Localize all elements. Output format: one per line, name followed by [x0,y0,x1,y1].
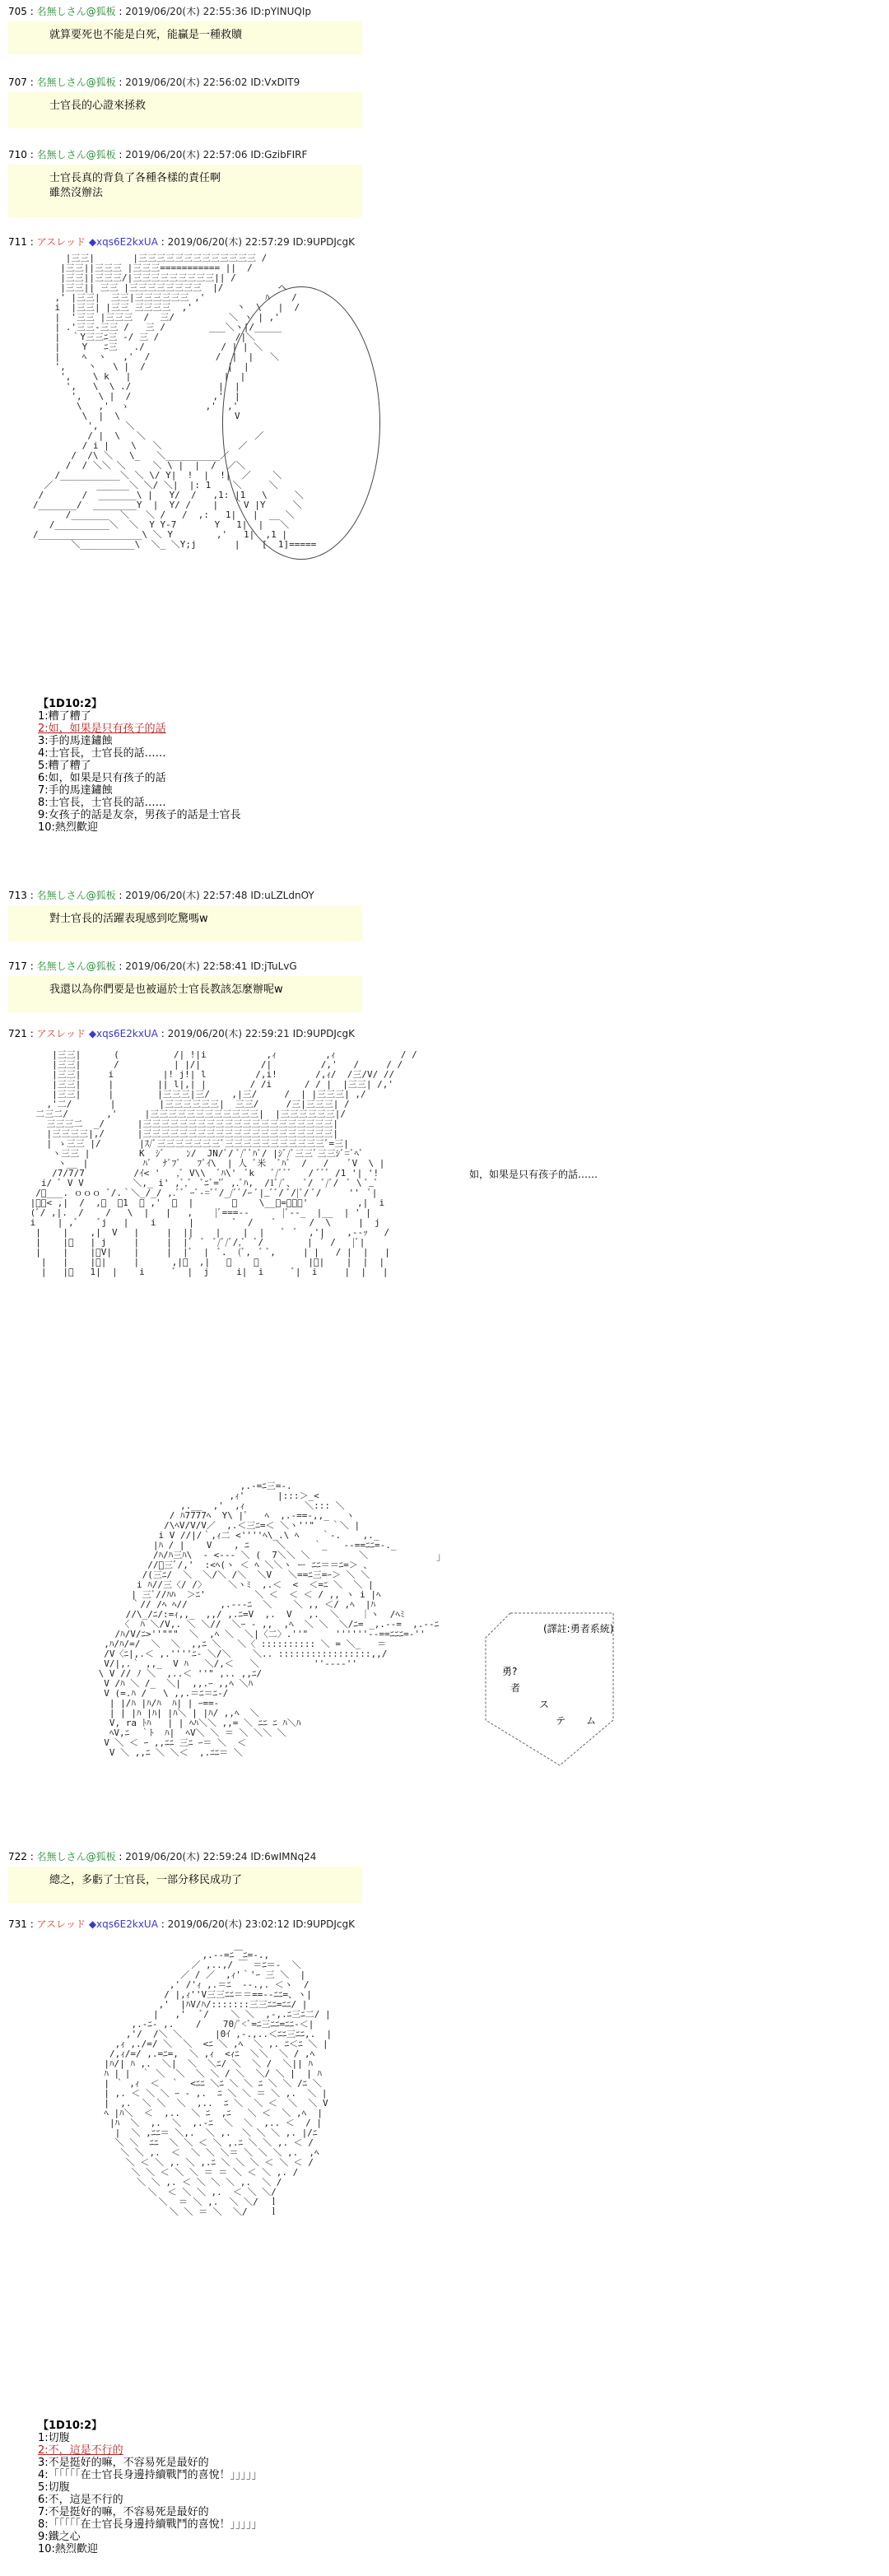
speech-text: 如，如果是只有孩子的話…… [469,1169,598,1180]
dice-title: 【1D10:2】 [38,698,103,710]
post-number[interactable]: 713 [8,890,27,901]
post-number[interactable]: 717 [8,960,27,972]
post-body [8,1867,362,1903]
post-header: 705 : 名無しさん@狐板 : 2019/06/20(木) 22:55:36 ID:pYINUQIp [8,6,312,17]
poster-name: 名無しさん@狐板 [36,960,116,972]
post-text: 總之，多虧了士官長，一部分移民成功了 [49,1874,243,1886]
poster-name: 名無しさん@狐板 [36,890,116,901]
kanji-label: 勇? [502,1666,518,1677]
post-text: 對士官長的活躍表現感到吃驚嗎w [49,913,208,925]
shield-drawing [477,1605,617,1769]
post-header: 731 : アスレッド ◆xqs6E2kxUA : 2019/06/20(木) 23:02:12 ID:9UPDJcgK [8,1918,355,1930]
post-date: 2019/06/20(木) 22:56:02 [125,77,248,88]
poster-name: アスレッド [36,1028,86,1039]
dice-option: 7:手的馬達鏽蝕 [38,784,113,797]
dice-option: 1:切腹 [38,2432,70,2444]
ascii-art-scene [25,1049,598,1437]
poster-name: アスレッド [36,236,86,248]
post-id[interactable]: ID:6wIMNq24 [250,1851,317,1862]
post-body [8,21,362,54]
post-body [8,165,362,217]
ascii-art-lines: ,.-‐=ﾆ￣ﾆ=-., ／ ,..,/ ￣ ＝ﾆ＝- ＼ ／ / ／ ,ｨ'｀'ｰ 三 ＼ | ,' /'ｨ ,.＝ﾆ -‐.,. ＜ヽ / / |,ｨ''V三三ﾆﾆ＝＝==--ﾆﾆ=、ヽ| ,' |ﾊV/ﾊ/:::::::三三ﾆﾆ=ﾆﾆ/ | | ,' ﾞ/ ＼ ＼ ,-,.ﾆ三ﾆ二/ | ,.-ﾆ‐ ,. / 70/ﾟ<ﾞ=ﾆ三ﾆﾆ=ﾆﾆ-＜| ,'/ /＼ ＼ |0ｲ ,-.,..＜ﾆﾆ三ﾆﾆ,. | ,ｨ ,./=/ ＼ ＼ <ﾆ ＼ ,ﾍ ＼ ,. ﾆ＜ﾆ ＼ | /,ｨ/=/ ,.=ﾆ=, ＼ ,ｨ <ｨﾆ ＼＼ ＼ / ,ﾍ |ﾊ/| ﾊ ,. ＼| ＼ ＼ﾆ/ ＼ ＼ / ＼|| ﾊ ﾊ | | ｀ ＼ ＼ ＼ ＼ / ＼ ＼/ ＼ | | ﾊ | ｀ ,ｨ ＜ ｀ <ﾆﾆ ＼ﾆ ＼ ＼ ﾆ ＼ ＼ /ﾆ ＼ | ,. ＜ ＼ ＼ ｰ ‐ ,. ﾆ ＼ ＼ ＝ ＼ ,. ＼ | | ,. ＼ ＼ ＼ ,.. ﾆ ＼ ＼ ＜ ＼ ＼ V ﾍ |ﾊ＼ ＜ ,.. ＼ ﾆ ,ﾆ ＼ ＜ ＼ ,ﾍ | |ﾊ ＼ ,. ＼ ,.-ﾆ ＼ ＼ ,.. ＜ / | | ＼ ,ﾆﾆ＝ ＼,. ＼ ,. ＼ ＼ ＼ ,. |/ﾆ ＼ ＼ ﾆﾆ ＼ ＼ ＜ ＼ ,.ﾆ ＼ ＼ ,. ＜ / ＼ ＼ ,. ＜ ＼ ＼ ＼＝ ＼ ＼ ＼ ,. ,ﾍ ＼ ＜ ＼ ,. ＼ ,.ﾆ ＼ ＼ ＼ ＜ ＼ ＜ / ＼ ＼ ＜ ＼ ＼ ＝ ＝ ＼ ＜ ＼ ,. / ＼ ＼ ,. ＜ ＼ ＼ ＼ ,. ＼ / ＼ ＜ ＼ ＼ ,. ＜ ＼ ＼/ ＼ ＝ ＼ ,. ＼ ＼/ ｌ ＼ ＼ ＝ ＼ ＼/ ｌ [104,1950,333,2217]
post-date: 2019/06/20(木) 22:59:21 [167,1028,290,1039]
post-header: 711 : アスレッド ◆xqs6E2kxUA : 2019/06/20(木) 22:57:29 ID:9UPDJcgK [8,236,355,248]
post-date: 2019/06/20(木) 22:57:29 [167,236,290,248]
post-date: 2019/06/20(木) 22:57:06 [125,149,248,160]
dice-result-1 [38,698,241,834]
post-number[interactable]: 707 [8,77,27,88]
ascii-art-lines: ,.‐=ﾆ三=‐. ,ｨ' |:::＞_< ,.__ ,' ,ｨ ＼::: ＼ / ﾊ7777ﾍ Y\ |ﾟ ﾍ ,.-==‐,,_ ヽ /\ﾍV/V/V／ ,.＜三ﾆ=＜ ＼ヽ''" ｀＼ | i V //|/｀,ｨ二 <''''ﾍ\_.\ ﾍ ｀‐. ,._ |ﾊ / | V , ﾆ ＼ ｀_ -‐==ﾆﾆ=‐._ /ﾊ/ﾊ三ﾊ\ - <-‐- ＼ ( 7＼＼ ＼ ＼ //ﾞ三ﾞ/,' :<ﾍ(ヽ ＜ ﾍ ＼＼ヽ ー ﾆﾆ＝＝ﾆ=＞ 、 /(三ﾆ/ ＼ ＼/＼ /＼ ＼V ＼==ﾆ三=ｰ＞ ＼ ＼ i ﾊ//三〈/ /〉 ＼ヽﾐ ,.＜ < ＜=ﾆ ＼ ＼ | | 三ﾞ//ﾊﾊ ＞ﾆ' ＼ ＜ ＜ ＜ / ,, ヽ i |ﾍ ｀// /ﾍ ﾍ// ,.‐-‐ﾆ ＼ ＼ ,, ＜/ ,ﾍ |ﾊ //\_/ﾆ/:=ｨ,,_ ,,/ ,.ﾆ=V ,. V ,. ＼ ｜ヽ /ﾍﾐ 〈 ﾊ ＼/V,. ＼ ＼// ＼ｰ ‐ ,, ,ﾍ ＼ ＼ ＼/ﾆ= _,.-‐= ,.-‐ﾆ /ﾊ/V/ﾆ>''""" ＼ ,ﾍ ＼ ＼|〈二〉.''" ''''''‐-==ﾆﾆﾆ=‐'' ,ﾊ/ﾊ/=/ ＼ ＼ ,,ﾆ ＼ ＼〈 :::::::::: ＼ = ＼_ ＝ /V〈ﾆ|,.＜ ,.''''ﾆ‐ ＼/＼ ＼.. :::::::::::::::::,,/ V/|,.｀ ,,_ V ﾊ ＼/,＜ ＼ ''‐--‐'' \ V // ﾉ ＼ ,..＜ ''" ,.. ,,ﾆ/ V /ﾊ ＼ /_ ＼| ,,.ｰ ,,ﾍ ＼ﾊ V (=.ﾊ / \ ,,.＝ﾆ＝ﾆ‐/ | |/ﾊ |ﾊ/ﾊ ﾊ| | ｰ==‐ | | |ﾊ |ﾊ| |ﾊ＼ | |ﾊ/ ,,ﾍ ＼ V, ra ﾄﾊ | | ﾍﾊ＼＼ ,,= ＼ ﾆﾆ ﾆ ﾊ＼ﾊ ﾍV,ﾆ ｀ﾄ ﾊ| ﾍV＼ ＼ ＝ ＼ ＼＼ ＼ V ＼ ＜ ｰ ,,ﾆﾆ 三ﾆ ｰ＝ ＼ ＜ V ＼ ,,ﾆ ＼ ＼＜ ,.ﾆﾆ＝ ＼ [98,1481,440,1758]
post-date: 2019/06/20(木) 22:55:36 [125,6,248,17]
post-number[interactable]: 711 [8,236,27,248]
katakana-label: テ [556,1715,566,1727]
post-id[interactable]: ID:jTuLvG [250,960,297,972]
face-outline [222,286,380,560]
post-header: 713 : 名無しさん@狐板 : 2019/06/20(木) 22:57:48 ID:uLZLdnOY [8,890,314,901]
post-date: 2019/06/20(木) 22:59:24 [125,1851,248,1862]
post-number[interactable]: 705 [8,6,27,17]
ascii-art-soldier [33,253,420,681]
post-number[interactable]: 710 [8,149,27,160]
ascii-art-lines: |三三| |三三三三三三三三三三三三三 / |三三||三三三 |三三三=========== || / |三三||三三三/|三三三三三三三三三|| / |三三|| 三三 |三三三三三三三三 |/ ヘ ,' |三三| 三三|三三三三三三 ,' ﾊ / i |三三| |三三 三三三三 ,' 丶 \ | / | '三三 |三三三 / 三/ ＼ ヽ | ,' | .'三三-三三 / 三 / ___＼ヽ|/_____ | ｀Y三三ﾆ三 ‐/ 三 / /|＼ | Y ﾆ三 ./ / | | ＼ | ﾍ ヽ ,' / / | | ＼ ', 丶 \ | / | | ', \ k | | | ', \ \ ./ | | ', \ | / ,' | \ ,' ゝ ,' ,' \ | \ V ', ＼ / | \ ＼ ／ / i | \ ＼ ／ / /\ ＼ \_ ＼__________／ / / ＼＼ ＼ ＼ \ | | / ／＼ /___________＼ ＼ \/ Y| ! | !| ／ ＼ ／ ______＼ ＼/ ＼| |: 1 ＼ ＼ / / _______\ | Y/ / ,1: |1 \ ＼ /_______/ ________Y | Y/ / | ｀V |Y ＼ /_______ ＼ ＼ / / ,: 1| | __ ＼ /__________＼ ＼ Y Y-7 Y 1| | ＼ /___________________\ ＼ Y ,' 1| ,1 | ＼__________\ ＼_ ＼Y;j | [ 1]===== [33,253,317,550]
kanji-label: 者 [510,1682,521,1694]
post-number[interactable]: 722 [8,1851,27,1862]
ascii-art-hero [49,1481,626,1827]
post-date: 2019/06/20(木) 22:58:41 [125,960,248,972]
poster-name: アスレッド [36,1918,86,1930]
dice-option: 8:士官長，士官長的話…… [38,797,166,809]
katakana-label: ム [586,1715,597,1727]
dice-option: 7:不是挺好的嘛，不容易死是最好的 [38,2506,209,2518]
post-date: 2019/06/20(木) 22:57:48 [125,890,248,901]
dice-option: 6:不，這是不行的 [38,2494,123,2506]
dice-option: 6:如，如果是只有孩子的話 [38,772,166,784]
dice-option-selected [38,2444,263,2457]
post-header: 717 : 名無しさん@狐板 : 2019/06/20(木) 22:58:41 ID:jTuLvG [8,960,297,972]
dice-option: 5:糟了糟了 [38,760,91,772]
post-id[interactable]: ID:9UPDJcgK [292,236,355,248]
ascii-art-lines: |三三| ( /| !|i ,ｨ ,ｨ / / |三三| / | |/| /| /,' / / / |三三| i |! j!| l /,i! /,ｨ/ /三/V/ // |三三| | || l|,| | / /i / / | |三三| /,' |三三| | |三三三|三/ ,|三/ / | |三三三| ,/ ,'二/ | |三三三三三三| 三三/ /三|三三三| / 二三二/ ,' |三三三三三三三三三三三三| |三三三三三三|/ 三三三二 _/ |三三三三三三三三三三三三三三三三三三三三三| |三三三三|,/ |三三三三三三三三三三三三三三三三三三三三三| | ゝ三三 |/ |ｽ/ﾞ三三三三三三三ﾞ三三三三三三三三三三三ﾞ=三| ヽ三三 | K ｼﾞ ﾝ/ JN/ﾞ/ ﾞ/ﾞﾞﾊﾞ/ |ｼﾞ/ﾞ三三ﾞ三三ｼﾞ=ﾞﾍﾞ ヽ__ | ﾊﾞ ﾅﾞﾌﾞ ﾌﾞｲ\ | 人 ﾞ米 ﾞﾊﾞ / / ﾞV \ | /7/7/7 /ｲ< ' ,ﾞ V\\ ﾞﾊ\' ﾞk ﾞ/ﾞﾞﾞ / ﾞﾞﾞ /1 '| '! i/ ﾞ V V ＼,_ i' ,ﾞ,ﾞ ﾞﾆﾞ='ﾞ ,.ﾞﾊ, /1ﾞ/ﾞ、 ﾞ/ ﾞ/ﾞ/ ﾞ \ ﾞ_ﾞ /ﾞ___. ｏｏｏ ﾞ/.｀＼_/_/ ,.ﾞﾞ ｰﾞ‐=ﾞﾞ/_/ﾞﾞ/ｰ ﾞ|_ﾞﾞ/ ﾞ/|ﾞ/ ﾞ/ '' ﾞ| |ﾞﾞ< ,| / ,ﾞ ﾞ1 ＼ ,' ﾞ | ﾞ \__ﾞ=ﾞﾞﾞ' ,| i (ﾞ/ ,|. / / \ | | , |ﾞ===‐- |ﾞ‐-_ |__ | ' | i | ,ﾞ ﾞj | i | ﾞ / ﾞ / \ | j | | ,| V | | || | | | ﾞ ﾞ ,'| ,-‐ｯ / | |ﾞ | j | | |ﾞ ﾞ ﾞ/ﾞ/ﾞ/,ﾞ ﾞ/ | ﾞ / |ﾞ| | | |ﾞV| | | |ﾞ | ﾞ. (ﾞ, ﾞ ﾞ, | | / | | | | | |ﾞ| | ,|ﾞ ,| ﾞ ﾞ |ﾞ| | | | | |ﾞ 1| | i ﾞ | j i| i ﾞ| i | | | [30,1049,417,1277]
dice-option: 1:糟了糟了 [38,710,91,723]
dice-option: 3:不是挺好的嘛，不容易死是最好的 [38,2457,209,2469]
post-id[interactable]: ID:GzibFIRF [250,149,308,160]
post-id[interactable]: ID:9UPDJcgK [292,1918,355,1930]
post-body [8,92,362,128]
dice-option: 10:熱烈歡迎 [38,821,98,834]
poster-name: 名無しさん@狐板 [36,1851,116,1862]
post-header: 721 : アスレッド ◆xqs6E2kxUA : 2019/06/20(木) 22:59:21 ID:9UPDJcgK [8,1028,355,1039]
ascii-art-hooded-figure [66,1951,477,2395]
post-id[interactable]: ID:uLZLdnOY [250,890,314,901]
dice-option-selected [38,723,241,735]
post-number[interactable]: 721 [8,1028,27,1039]
dice-option: 3:手的馬達鏽蝕 [38,735,113,747]
post-header: 722 : 名無しさん@狐板 : 2019/06/20(木) 22:59:24 ID:6wIMNq24 [8,1851,317,1862]
dice-option-selected-text: 2:如，如果是只有孩子的話 [38,723,166,735]
post-body [8,976,362,1012]
post-id[interactable]: ID:VxDIT9 [250,77,300,88]
dice-option: 9:鐵之心 [38,2531,81,2543]
poster-name: 名無しさん@狐板 [36,6,116,17]
dice-option-selected-text: 2:不，這是不行的 [38,2444,123,2457]
post-header: 707 : 名無しさん@狐板 : 2019/06/20(木) 22:56:02 ID:VxDIT9 [8,77,300,88]
post-text: 士官長真的背負了各種各樣的責任啊 [49,172,221,184]
poster-name: 名無しさん@狐板 [36,149,116,160]
translator-note: (譯註:勇者系統) [543,1623,614,1634]
katakana-label: ス [539,1699,550,1710]
post-number[interactable]: 731 [8,1918,27,1930]
post-id[interactable]: ID:9UPDJcgK [292,1028,355,1039]
post-text: 雖然沒辦法 [49,187,104,199]
dice-option: 9:女孩子的話是友奈，男孩子的話是士官長 [38,809,241,821]
post-text: 我還以為你們要是也被逼於士官長教該怎麼辦呢w [49,983,283,996]
dice-option: 10:熱烈歡迎 [38,2543,98,2555]
dice-title: 【1D10:2】 [38,2420,103,2432]
post-body [8,905,362,942]
dice-result-2 [38,2420,263,2555]
poster-trip: ◆xqs6E2kxUA [88,1028,158,1039]
post-date: 2019/06/20(木) 23:02:12 [167,1918,290,1930]
poster-trip: ◆xqs6E2kxUA [88,236,158,248]
dice-option: 8:「「「「「在士官長身邊持續戰鬥的喜悅！」」」」」 [38,2518,263,2531]
poster-name: 名無しさん@狐板 [36,77,116,88]
dice-option: 4:士官長，士官長的話…… [38,747,166,760]
post-text: 士官長的心證來拯救 [49,100,147,112]
post-id[interactable]: ID:pYINUQIp [250,6,312,17]
post-header: 710 : 名無しさん@狐板 : 2019/06/20(木) 22:57:06 ID:GzibFIRF [8,149,308,160]
dice-option: 5:切腹 [38,2481,70,2494]
bracket-text: 」 [436,1551,447,1562]
post-text: 就算要死也不能是白死，能贏是一種救贖 [49,29,243,41]
dice-option: 4:「「「「「在士官長身邊持續戰鬥的喜悅！」」」」」 [38,2469,263,2481]
poster-trip: ◆xqs6E2kxUA [88,1918,158,1930]
